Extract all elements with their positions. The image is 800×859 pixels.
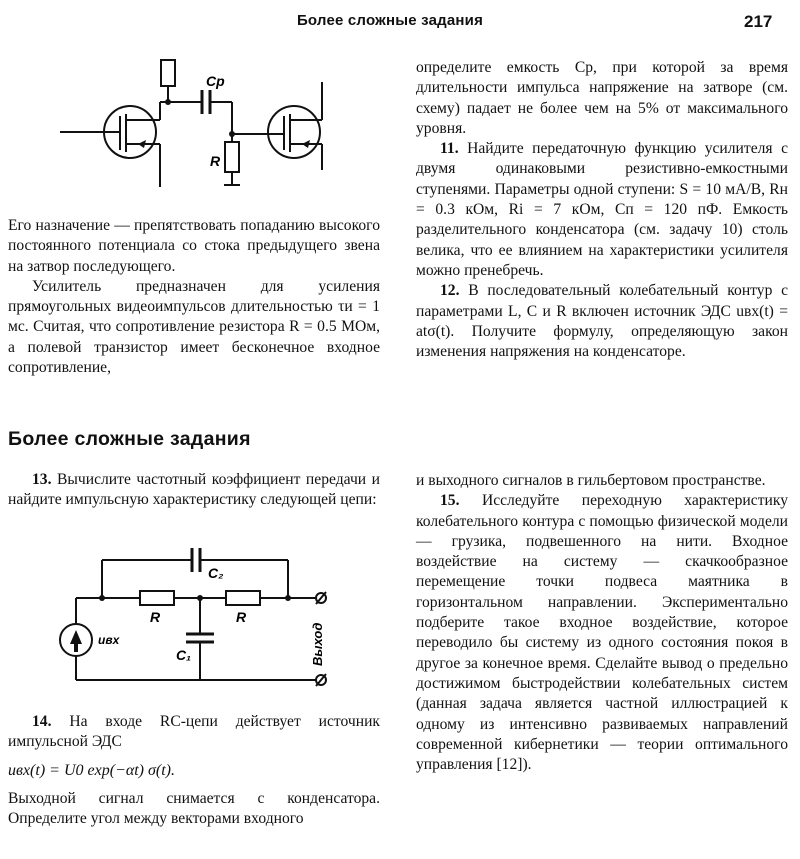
problem-text: Вычислите частотный коэффициент передачи и найдите импульсную характеристику следующей цепи: xyxy=(8,471,380,509)
right-column-bottom xyxy=(416,471,788,775)
right-column-top xyxy=(416,58,788,362)
problem-number: 15. xyxy=(440,492,460,510)
output-label: Выход xyxy=(310,622,325,666)
paragraph: Выходной сигнал снимается с конденсатора. Определите угол между векторами входного xyxy=(8,789,380,828)
gate-resistor xyxy=(225,142,239,172)
paragraph: и выходного сигналов в гильбертовом пространстве. xyxy=(416,472,766,489)
resistor-2 xyxy=(226,591,260,605)
problem-15 xyxy=(416,491,788,775)
page-number: 217 xyxy=(744,12,773,31)
problem-number: 12. xyxy=(440,282,460,300)
problem-text: Исследуйте переходную характеристику колебательного контура с помощью физической модели — грузика, подвешенного на нити. Входное воздействие на систему — скачкообразное перемещение точки подвеса маятника в горизонтальном направлении. Экспериментально подберите такое входное воздействие, которое переводило бы систему из одного состояния покоя в другое за конечное время. Сделайте вывод о предельно достижимом быстродействии колебательных систем (данная задача является частной иллюстрацией к одному из интенсивно развиваемых направлений современной кибернетики — теории оптимального управления [12]). xyxy=(416,492,788,774)
problem-text: В последовательный колебательный контур с параметрами L, C и R включен источник ЭДС uвх(t) = atσ(t). Получите формулу, определяющую закон изменения напряжения на конденсаторе. xyxy=(416,282,788,361)
problem-12 xyxy=(416,281,788,362)
problem-text: На входе RC-цепи действует источник импульсной ЭДС xyxy=(8,713,380,751)
paragraph: определите емкость Cр, при которой за время длительности импульса напряжение на затворе (см. схему) падает не более чем на 5% от максимального уровня. xyxy=(416,59,788,137)
problem-13 xyxy=(8,470,380,511)
resistor-1 xyxy=(140,591,174,605)
fet-coupling-circuit-figure xyxy=(60,52,390,202)
problem-text: Найдите передаточную функцию усилителя с двумя одинаковыми резистивно-емкостными ступенями. Параметры одной ступени: S = 10 мА/В, Rн = 0.3 кОм, Ri = 7 кОм, Cп = 120 пФ. Емкость разделительного конденсатора (см. задачу 10) столь велика, что ее влиянием на характеристики усилителя можно пренебречь. xyxy=(416,140,788,279)
problem-number: 11. xyxy=(440,140,459,158)
problem-11 xyxy=(416,139,788,281)
resistor-1-label: R xyxy=(150,609,161,625)
problem-14 xyxy=(8,712,380,829)
paragraph: Его назначение — препятствовать попаданию высокого постоянного потенциала со стока предыдущего звена на затвор последующего. xyxy=(8,217,380,275)
drain-resistor xyxy=(161,60,175,86)
section-title: Более сложные задания xyxy=(8,428,251,450)
rc-network-figure xyxy=(40,538,350,698)
formula: uвх(t) = U0 exp(−αt) σ(t). xyxy=(8,761,175,779)
problem-number: 14. xyxy=(32,713,52,730)
resistor-2-label: R xyxy=(236,609,247,625)
cap-c2-label: C₂ xyxy=(208,565,224,581)
cap-cp-label: Cр xyxy=(206,73,225,89)
left-column-top xyxy=(8,216,380,378)
paragraph: Усилитель предназначен для усиления прямоугольных видеоимпульсов длительностью τи = 1 мс. Считая, что сопротивление резистора R = 0.5 МОм, а полевой транзистор имеет бесконечное входное сопротивление, xyxy=(8,277,380,377)
resistor-r-label: R xyxy=(210,153,221,169)
problem-number: 13. xyxy=(32,471,52,488)
right-transistor-circle xyxy=(268,106,320,158)
cap-c1-label: C₁ xyxy=(176,647,192,663)
running-header: Более сложные задания xyxy=(296,12,484,29)
source-uin-label: uвх xyxy=(98,633,120,647)
